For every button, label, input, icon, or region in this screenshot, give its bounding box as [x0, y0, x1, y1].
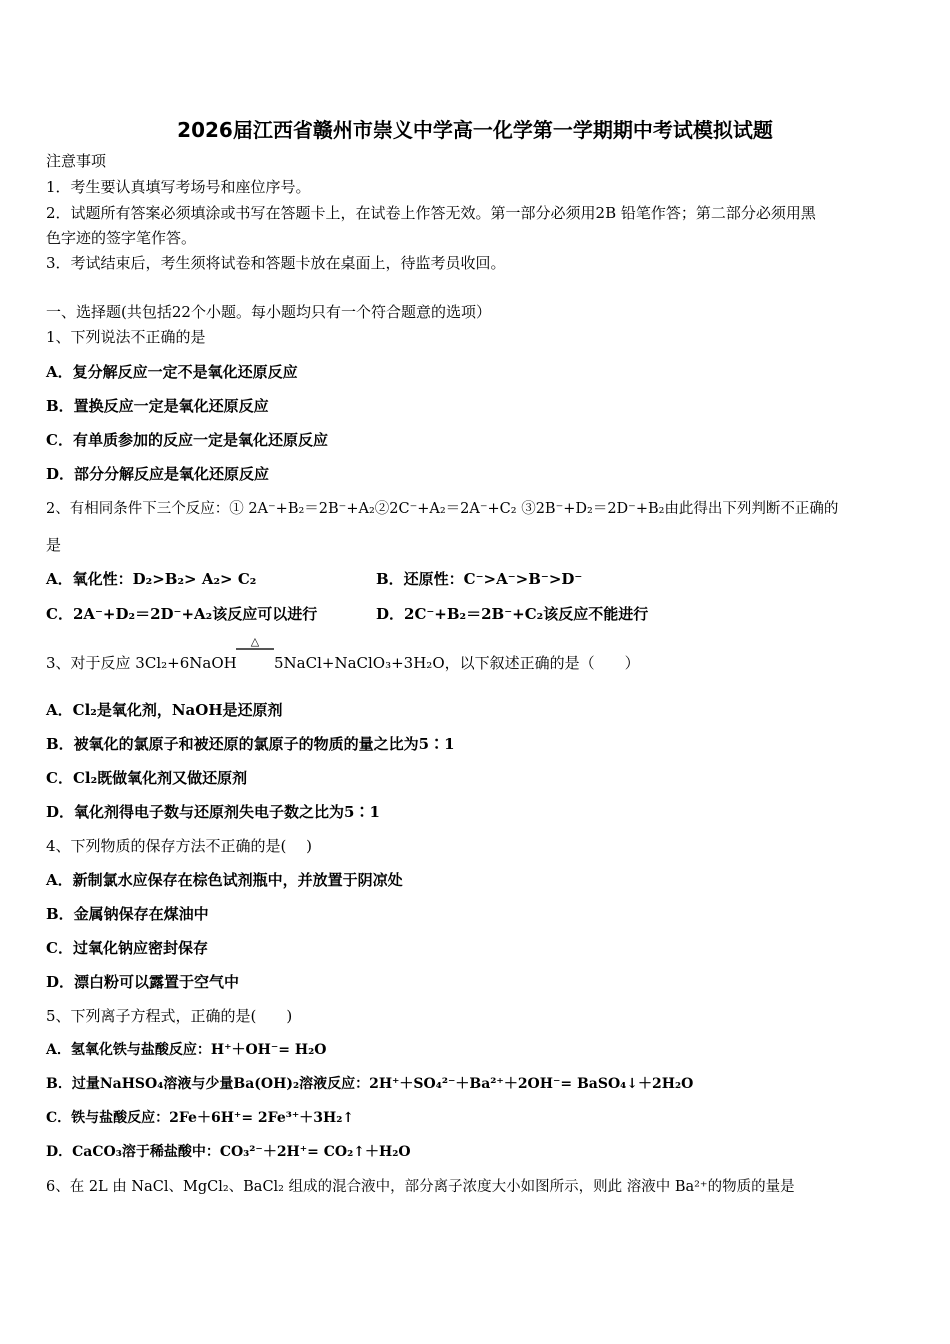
q1-option-b: B．置换反应一定是氧化还原反应 — [46, 397, 269, 415]
q5-option-d: D．CaCO₃溶于稀盐酸中：CO₃²⁻＋2H⁺= CO₂↑＋H₂O — [46, 1144, 411, 1160]
q5-option-c: C．铁与盐酸反应：2Fe＋6H⁺= 2Fe³⁺＋3H₂↑ — [46, 1110, 355, 1126]
q2-option-d: D．2C⁻+B₂＝2B⁻+C₂该反应不能进行 — [376, 605, 649, 623]
q2-option-a: A．氧化性：D₂>B₂> A₂> C₂ — [46, 570, 257, 588]
document-title: 2026届江西省赣州市崇义中学高一化学第一学期期中考试模拟试题 — [177, 118, 773, 142]
q2-option-c: C．2A⁻+D₂＝2D⁻+A₂该反应可以进行 — [46, 605, 318, 623]
question-1-stem: 1、下列说法不正确的是 — [46, 328, 206, 346]
q4-option-b: B．金属钠保存在煤油中 — [46, 905, 209, 923]
q3-option-d: D．氧化剂得电子数与还原剂失电子数之比为5∶1 — [46, 803, 380, 821]
q2-option-b: B．还原性：C⁻>A⁻>B⁻>D⁻ — [376, 570, 583, 588]
question-3-stem-part2: 5NaCl+NaClO₃+3H₂O，以下叙述正确的是（ ） — [274, 654, 640, 672]
section-heading: 一、选择题(共包括22个小题。每小题均只有一个符合题意的选项） — [46, 303, 491, 321]
q1-option-d: D．部分分解反应是氧化还原反应 — [46, 465, 270, 483]
notice-item: 色字迹的签字笔作答。 — [46, 229, 197, 247]
q5-option-a: A．氢氧化铁与盐酸反应：H⁺＋OH⁻= H₂O — [46, 1042, 327, 1058]
q5-option-b: B．过量NaHSO₄溶液与少量Ba(OH)₂溶液反应：2H⁺＋SO₄²⁻＋Ba²⁺＋2OH⁻= BaSO₄↓＋2H₂O — [46, 1076, 694, 1092]
question-6-stem: 6、在 2L 由 NaCl、MgCl₂、BaCl₂ 组成的混合液中，部分离子浓度大小如图所示，则此 溶液中 Ba²⁺的物质的量是 — [46, 1179, 795, 1195]
q1-option-c: C．有单质参加的反应一定是氧化还原反应 — [46, 431, 328, 449]
notice-item: 2．试题所有答案必须填涂或书写在答题卡上，在试卷上作答无效。第一部分必须用2B 铅笔作答；第二部分必须用黑 — [46, 204, 816, 222]
q4-option-d: D．漂白粉可以露置于空气中 — [46, 973, 240, 991]
notice-item: 3．考试结束后，考生须将试卷和答题卡放在桌面上，待监考员收回。 — [46, 254, 506, 272]
question-3-stem-part1: 3、对于反应 3Cl₂+6NaOH — [46, 654, 237, 672]
q4-option-c: C．过氧化钠应密封保存 — [46, 939, 208, 957]
notice-item: 1．考生要认真填写考场号和座位序号。 — [46, 178, 311, 196]
q3-option-a: A．Cl₂是氧化剂，NaOH是还原剂 — [46, 701, 283, 719]
question-2-stem: 2、有相同条件下三个反应：① 2A⁻+B₂＝2B⁻+A₂②2C⁻+A₂＝2A⁻+C₂ ③2B⁻+D₂＝2D⁻+B₂由此得出下列判断不正确的 — [46, 501, 839, 517]
question-2-stem-cont: 是 — [46, 536, 62, 554]
q3-option-c: C．Cl₂既做氧化剂又做还原剂 — [46, 769, 248, 787]
question-5-stem: 5、下列离子方程式，正确的是( ) — [46, 1007, 293, 1025]
question-4-stem: 4、下列物质的保存方法不正确的是( ) — [46, 837, 313, 855]
notice-heading: 注意事项 — [46, 152, 107, 170]
q1-option-a: A．复分解反应一定不是氧化还原反应 — [46, 363, 298, 381]
q4-option-a: A．新制氯水应保存在棕色试剂瓶中，并放置于阴凉处 — [46, 871, 403, 889]
q3-option-b: B．被氧化的氯原子和被还原的氯原子的物质的量之比为5∶1 — [46, 735, 455, 753]
heating-condition: △ — [236, 636, 274, 650]
